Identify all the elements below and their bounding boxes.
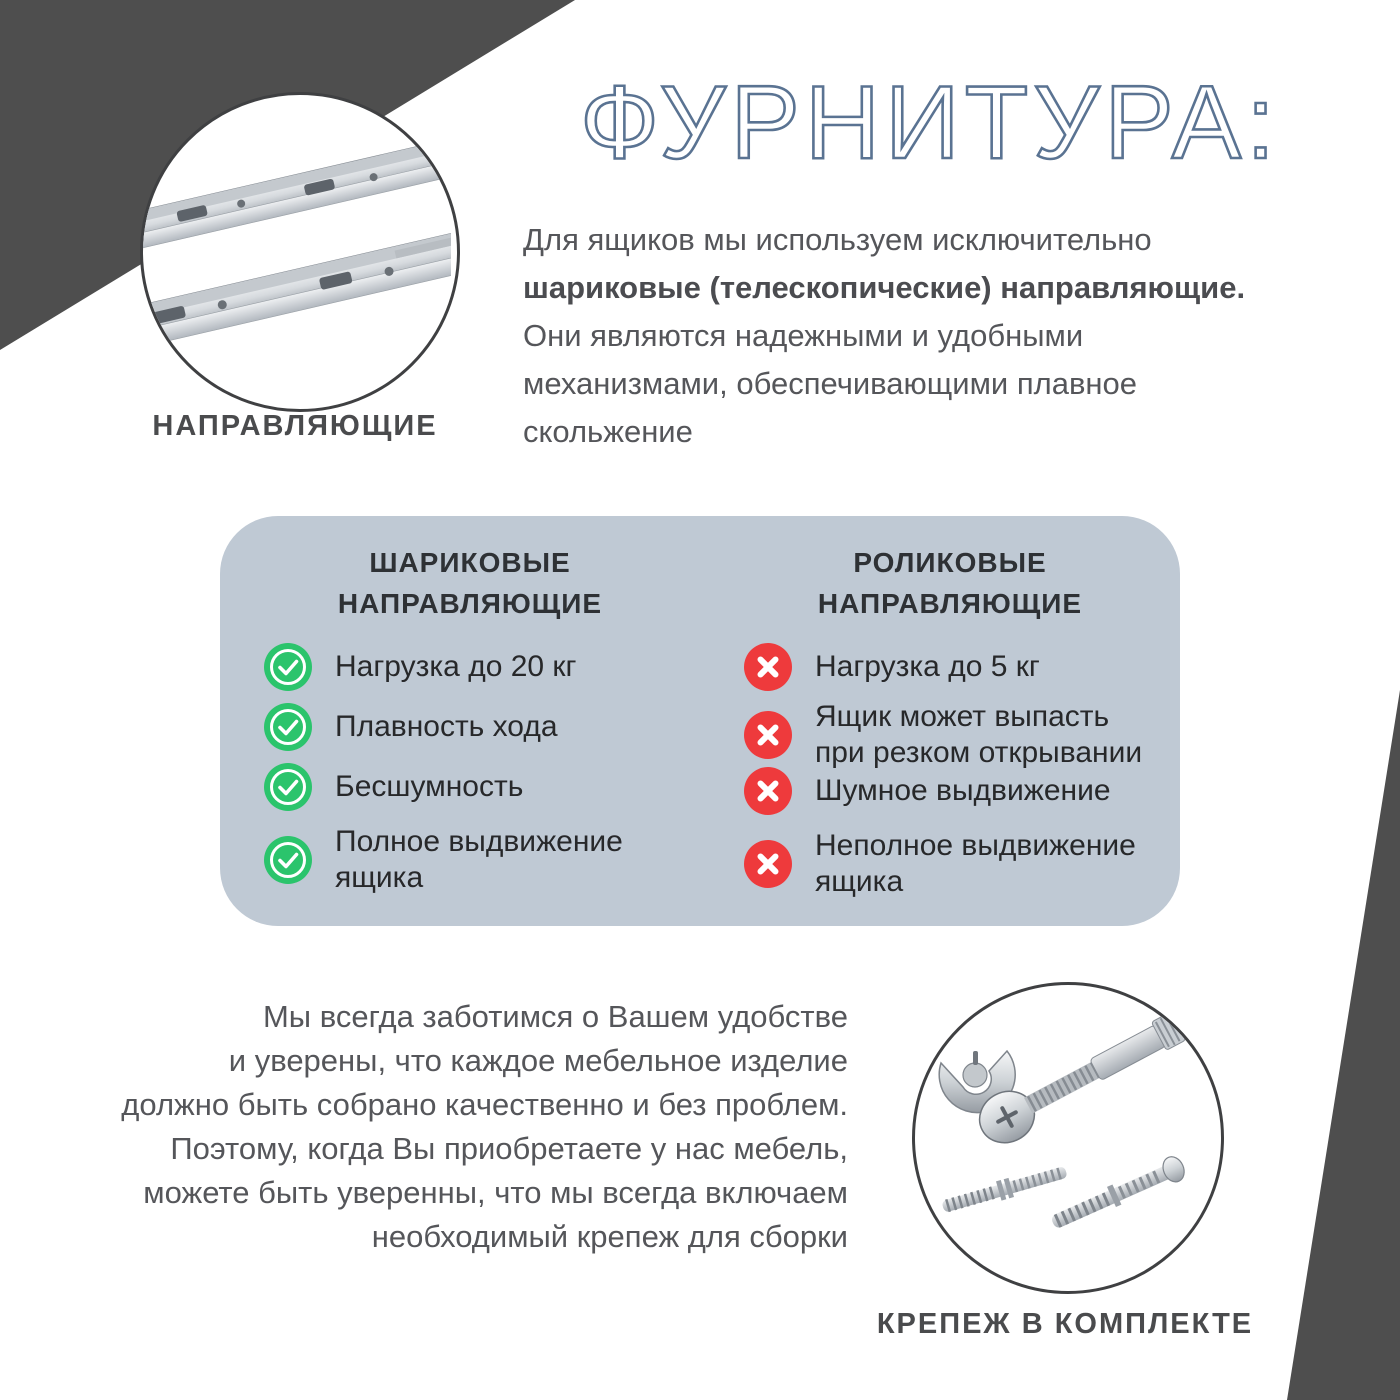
roller-guides-header-line1: РОЛИКОВЫЕ — [853, 547, 1047, 578]
check-icon — [264, 836, 312, 884]
roller-guides-header — [740, 542, 1160, 624]
outro-line: можете быть уверенны, что мы всегда включаем — [143, 1175, 848, 1210]
fasteners-caption: КРЕПЕЖ В КОМПЛЕКТЕ — [876, 1308, 1254, 1340]
check-icon — [264, 643, 312, 691]
cross-icon — [744, 711, 792, 759]
page-title: ФУРНИТУРА: — [580, 65, 1280, 181]
cross-icon — [744, 767, 792, 815]
ball-guides-item — [264, 703, 655, 751]
outro-line: Мы всегда заботимся о Вашем удобстве — [262, 999, 848, 1034]
ball-guides-header — [260, 542, 680, 624]
item-label: Неполное выдвижение ящика — [815, 829, 1136, 898]
check-icon — [264, 703, 312, 751]
roller-guides-item — [744, 828, 1165, 900]
roller-guides-item — [744, 699, 1165, 771]
ball-guides-header-line2: НАПРАВЛЯЮЩИЕ — [337, 588, 603, 619]
cross-icon — [744, 643, 792, 691]
ball-guides-item — [264, 643, 655, 691]
dowel-screw — [940, 1162, 1069, 1217]
intro-line: Для ящиков мы используем исключительно — [523, 222, 1152, 257]
item-label: Ящик может выпасть при резком открывании — [815, 700, 1143, 769]
drawer-slides-photo — [140, 92, 460, 412]
cross-icon — [744, 840, 792, 888]
intro-line: механизмами, обеспечивающими плавное — [523, 366, 1138, 401]
fasteners-photo — [912, 982, 1224, 1294]
check-icon — [264, 763, 312, 811]
item-label: Нагрузка до 20 кг — [335, 650, 577, 683]
outro-line: должно быть собрано качественно и без проблем. — [121, 1087, 848, 1122]
guides-caption: НАПРАВЛЯЮЩИЕ — [152, 410, 438, 442]
comparison-panel — [220, 516, 1180, 926]
intro-paragraph — [523, 216, 1293, 456]
roller-guides-item — [744, 767, 1165, 815]
roller-guides-item — [744, 643, 1165, 691]
bottom-right-triangle — [1287, 690, 1400, 1400]
item-label: Шумное выдвижение — [815, 774, 1111, 807]
intro-line: скольжение — [523, 414, 693, 449]
ball-guides-item — [264, 824, 655, 896]
ball-guides-item — [264, 763, 655, 811]
dowel-screw — [1048, 1153, 1188, 1235]
intro-line: Они являются надежными и удобными — [523, 318, 1084, 353]
outro-line: Поэтому, когда Вы приобретаете у нас мебель, — [170, 1131, 848, 1166]
page-title-outline — [540, 60, 1320, 190]
roller-guides-header-line2: НАПРАВЛЯЮЩИЕ — [817, 588, 1083, 619]
outro-line: и уверены, что каждое мебельное изделие — [228, 1043, 848, 1078]
outro-line: необходимый крепеж для сборки — [371, 1219, 848, 1254]
item-label: Полное выдвижение ящика — [335, 825, 623, 894]
item-label: Бесшумность — [335, 770, 524, 803]
outro-paragraph — [60, 995, 848, 1259]
fasteners-illustration — [915, 985, 1215, 1285]
intro-line-bold: шариковые (телескопические) направляющие. — [523, 270, 1246, 305]
ball-guides-header-line1: ШАРИКОВЫЕ — [369, 547, 571, 578]
item-label: Нагрузка до 5 кг — [815, 650, 1040, 683]
item-label: Плавность хода — [335, 710, 558, 743]
drawer-slides-illustration — [143, 95, 451, 403]
